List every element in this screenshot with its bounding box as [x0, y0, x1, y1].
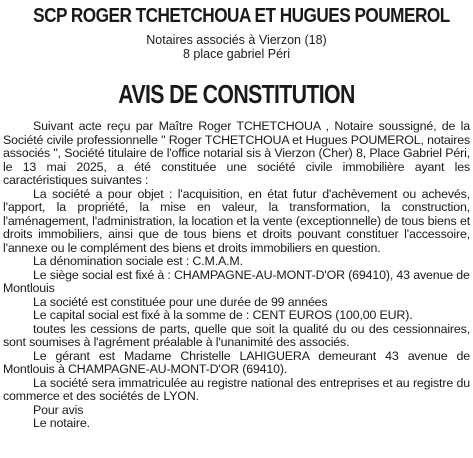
notary-firm-name: SCP ROGER TCHETCHOUA ET HUGUES POUMEROL	[33, 5, 450, 27]
notice-title: AVIS DE CONSTITUTION	[118, 79, 355, 109]
notice-body	[3, 120, 470, 431]
notary-firm-address: 8 place gabriel Péri	[182, 47, 290, 61]
notary-firm-subtitle: Notaires associés à Vierzon (18)	[146, 33, 327, 47]
paragraph-purpose: La société a pour objet : l'acquisition, en état futur d'achèvement ou achevés, l'apport, la propriété, la mise en valeur, la transformation, la construction, l'aménagement, l'administration, la location et la vente (exceptionnelle) de tous biens et droits immobiliers, ainsi que de tous biens et droits pouvant constituer l'accessoire, l'annexe ou le complément des biens et droits immobiliers en question.	[3, 186, 470, 255]
closing-pour-avis: Pour avis	[33, 402, 84, 417]
paragraph-manager: Le gérant est Madame Christelle LAHIGUERA demeurant 43 avenue de Montlouis à CHAMPAGNE-AU-MONT-D'OR (69410).	[3, 348, 470, 376]
paragraph-share-transfers: toutes les cessions de parts, quelle que soit la qualité du ou des cessionnaires, sont soumises à l'agrément préalable à l'unanimité des associés.	[3, 321, 470, 349]
paragraph-registration: La société sera immatriculée au registre national des entreprises et au registre du commerce et des sociétés de LYON.	[3, 375, 470, 403]
paragraph-deed: Suivant acte reçu par Maître Roger TCHETCHOUA , Notaire soussigné, de la Société civile professionnelle " Roger TCHETCHOUA et Hugues POUMEROL, notaires associés ", Société titulaire de l'office notarial sis à Vierzon (Cher) 8, Place Gabriel Péri, le 13 mai 2025, a été constituée une société civile immobilière ayant les caractéristiques suivantes :	[3, 119, 470, 187]
paragraph-name: La dénomination sociale est : C.M.A.M.	[33, 254, 243, 268]
paragraph-registered-office: Le siège social est fixé à : CHAMPAGNE-AU-MONT-D'OR (69410), 43 avenue de Montlouis	[3, 267, 470, 295]
closing-signature: Le notaire.	[33, 416, 90, 430]
paragraph-duration: La société est constituée pour une durée de 99 années	[33, 294, 328, 309]
paragraph-capital: Le capital social est fixé à la somme de : CENT EUROS (100,00 EUR).	[33, 308, 413, 322]
